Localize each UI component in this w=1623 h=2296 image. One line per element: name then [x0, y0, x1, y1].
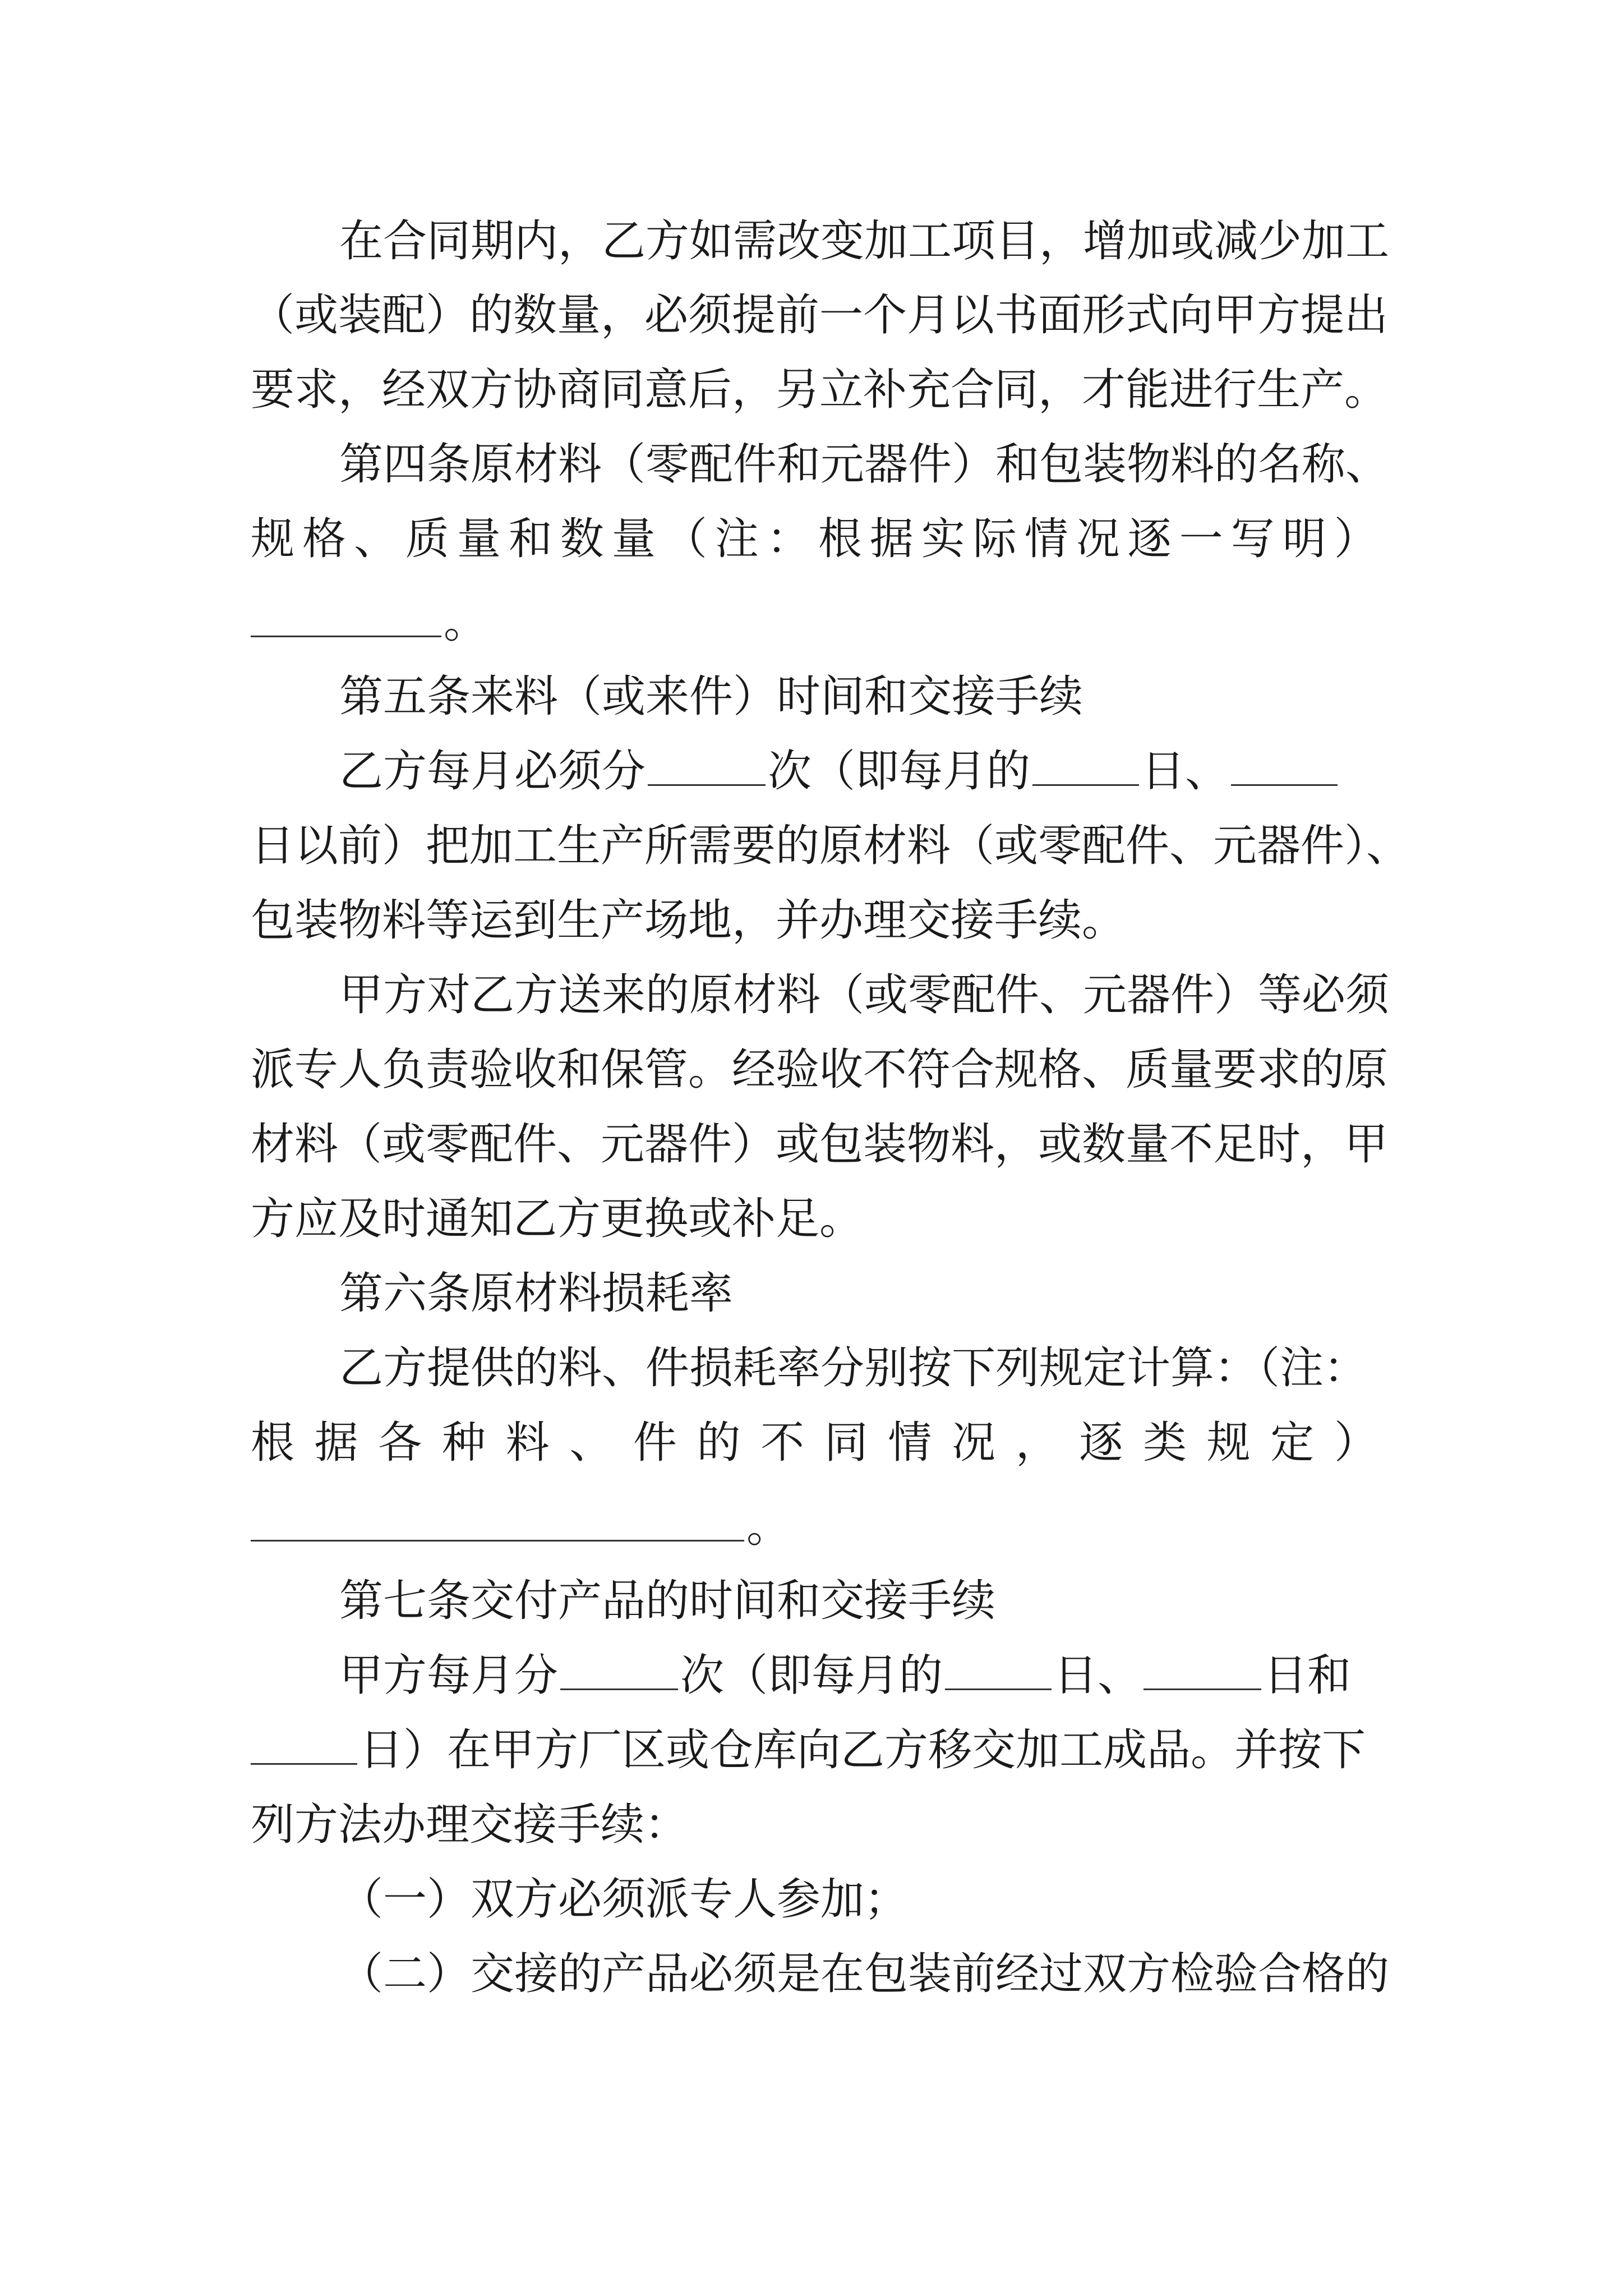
spread-char: 根: [818, 514, 862, 564]
spread-char: 据: [869, 514, 914, 564]
paragraph-line: （或装配）的数量，必须提前一个月以书面形式向甲方提出: [251, 290, 1389, 341]
list-item: （一）双方必须派专人参加；: [339, 1874, 909, 1925]
spread-char: 类: [1142, 1418, 1187, 1468]
paragraph-line: 材料（或零配件、元器件）或包装物料，或数量不足时，甲: [251, 1119, 1389, 1170]
article-7-line: 甲方每月分 次（即每月的 日、 日和: [339, 1650, 1352, 1701]
paragraph-line: 甲方对乙方送来的原材料（或零配件、元器件）等必须: [339, 970, 1390, 1020]
article-7-heading: 第七条交付产品的时间和交接手续: [339, 1576, 996, 1626]
spread-char: 根: [251, 1418, 295, 1468]
spread-char: 件: [633, 1418, 677, 1468]
spread-char: 况: [1076, 514, 1120, 564]
spread-char: ：: [766, 514, 810, 564]
spread-char: 量: [457, 514, 501, 564]
list-item: （二）交接的产品必须是在包装前经过双方检验合格的: [339, 1949, 1390, 1999]
article-5-heading: 第五条来料（或来件）时间和交接手续: [339, 671, 1083, 722]
spread-char: （: [663, 514, 707, 564]
fill-blank[interactable]: [251, 1724, 357, 1765]
paragraph-line: 派专人负责验收和保管。经验收不符合规格、质量要求的原: [251, 1045, 1389, 1095]
spread-char: 实: [921, 514, 965, 564]
fill-blank[interactable]: [1144, 1649, 1261, 1690]
spread-char: 况: [952, 1418, 996, 1468]
spread-char: 质: [405, 514, 449, 564]
spread-char: 、: [569, 1418, 614, 1468]
spread-char: 规: [1206, 1418, 1251, 1468]
article-6-heading: 第六条原材料损耗率: [339, 1268, 734, 1319]
spread-char: 明: [1282, 514, 1326, 564]
article-7-line-2: 日）在甲方厂区或仓库向乙方移交加工成品。并按下: [251, 1722, 1378, 1778]
article-5-line: 乙方每月必须分 次（即每月的 日、: [339, 743, 1378, 799]
fill-blank[interactable]: [251, 1501, 744, 1542]
fill-blank[interactable]: [1231, 745, 1338, 786]
paragraph-line: 在合同期内，乙方如需改变加工项目，增加或减少加工: [339, 216, 1390, 266]
paragraph-line: 日以前）把加工生产所需要的原材料（或零配件、元器件）、: [251, 821, 1410, 871]
spread-char: 逐: [1127, 514, 1172, 564]
fill-blank[interactable]: [945, 1649, 1052, 1690]
spread-char: 逐: [1079, 1418, 1123, 1468]
fill-blank[interactable]: [251, 596, 441, 637]
paragraph-line: 包装物料等运到生产场地，并办理交接手续。: [251, 895, 1126, 946]
spread-char: 量: [611, 514, 656, 564]
fill-blank[interactable]: [560, 1649, 678, 1690]
spread-char: 情: [888, 1418, 932, 1468]
paragraph-line: 要求，经双方协商同意后，另立补充合同，才能进行生产。: [251, 365, 1389, 415]
spread-char: 规: [251, 514, 295, 564]
spread-char: ）: [1334, 1418, 1378, 1468]
spread-char: 各: [378, 1418, 422, 1468]
spread-char: 和: [508, 514, 552, 564]
spread-char: 格: [302, 514, 346, 564]
spread-char: 种: [441, 1418, 486, 1468]
article-4-spread-line: [251, 511, 1378, 567]
fill-blank[interactable]: [1032, 745, 1139, 786]
paragraph-line: 列方法办理交接手续：: [251, 1800, 689, 1850]
spread-char: 定: [1270, 1418, 1315, 1468]
spread-char: 注: [714, 514, 759, 564]
article-6-blank-line: 。: [251, 1499, 1378, 1555]
spread-char: 的: [697, 1418, 741, 1468]
article-4-line: 第四条原材料（零配件和元器件）和包装物料的名称、: [339, 439, 1390, 490]
spread-char: 、: [353, 514, 398, 564]
spread-char: 料: [505, 1418, 550, 1468]
fill-blank[interactable]: [648, 745, 766, 786]
paragraph-line: 乙方提供的料、件损耗率分别按下列规定计算：（注：: [339, 1343, 1368, 1393]
spread-char: ）: [1334, 514, 1378, 564]
spread-char: 情: [1024, 514, 1068, 564]
article-4-blank-line: 。: [251, 595, 1378, 651]
spread-char: 数: [560, 514, 604, 564]
paragraph-line: 方应及时通知乙方更换或补足。: [251, 1194, 864, 1244]
spread-char: 不: [760, 1418, 805, 1468]
spread-char: 同: [824, 1418, 868, 1468]
spread-char: 一: [1179, 514, 1223, 564]
spread-char: 据: [314, 1418, 358, 1468]
spread-char: 际: [972, 514, 1017, 564]
spread-char: 写: [1230, 514, 1275, 564]
spread-char: ，: [1015, 1418, 1059, 1468]
article-6-spread-line: [251, 1415, 1378, 1471]
